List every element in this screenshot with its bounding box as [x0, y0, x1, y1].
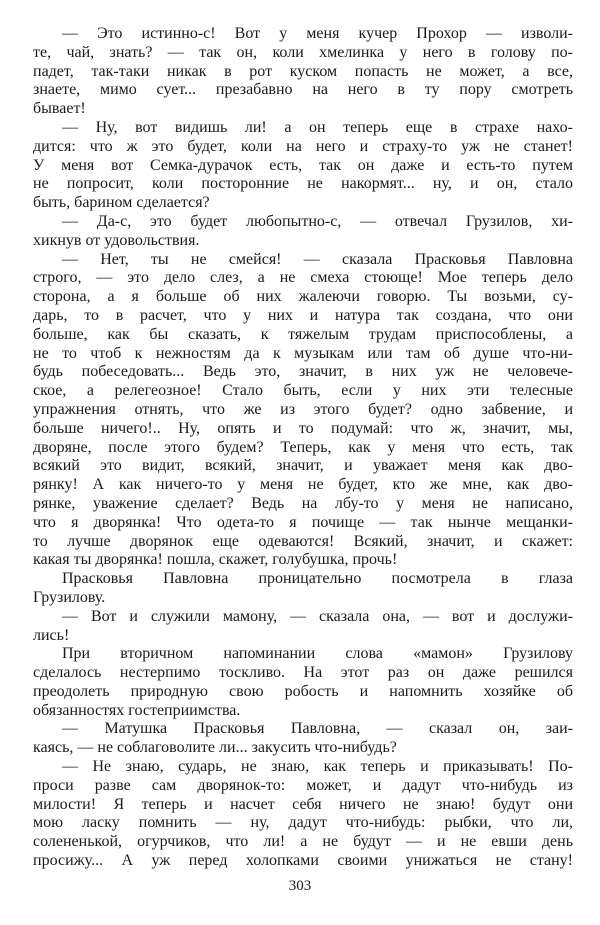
text-line: — Не знаю, сударь, не знаю, как теперь и приказывать! По- — [62, 758, 573, 776]
text-line: те, чай, знать? — так он, коли хмелинка у него в голову по- — [33, 43, 573, 61]
text-line: — Матушка Прасковья Павловна, — сказал он, заи- — [62, 720, 573, 738]
text-line: преодолеть природную свою робость и напомнить хозяйке об — [33, 682, 573, 700]
text-line: У меня вот Семка-дурачок есть, так он даже и есть-то путем — [33, 156, 573, 174]
text-line: строго, — это дело слез, а не смеха стоюще! Мое теперь дело — [33, 269, 573, 287]
text-line: знаете, мимо сует... презабавно на него в ту пору смотреть — [33, 81, 573, 99]
text-line: сделалось нестерпимо тоскливо. На этот раз он даже решился — [33, 664, 573, 682]
text-line: быть, барином сделается? — [33, 194, 210, 212]
text-line: Прасковья Павловна проницательно посмотрела в глаза — [62, 570, 573, 588]
text-line: дарь, то в расчет, что у них и натура так создана, что они — [33, 306, 573, 324]
text-line: бывает! — [33, 100, 86, 118]
page-body-text — [33, 25, 573, 871]
text-line: — Ну, вот видишь ли! а он теперь еще в страхе нахо- — [62, 118, 573, 136]
text-line: сторона, а я больше об них жалеючи говорю. Ты возьми, су- — [33, 288, 573, 306]
text-line: солененькой, огурчиков, что ли! а не будут — и не евши день — [33, 833, 573, 851]
text-line: проси разве сам дворянок-то: может, и дадут что-нибудь из — [33, 776, 573, 794]
text-line: больше, как бы сказать, к тяжелым трудам приспособлены, а — [33, 325, 573, 343]
text-line: упражнения отнять, что же из этого будет? одно забвение, и — [33, 400, 573, 418]
text-line: что я дворянка! Что одета-то я почище — так нынче мещанки- — [33, 513, 573, 531]
text-line: рянке, уважение сделает? Ведь на лбу-то у меня не написано, — [33, 494, 573, 512]
text-line: рянку! А как ничего-то у меня не будет, кто же мне, как дво- — [33, 476, 573, 494]
text-line: лись! — [33, 626, 70, 644]
text-line: дится: что ж это будет, коли на него и страху-то уж не станет! — [33, 137, 573, 155]
page-number: 303 — [288, 878, 312, 894]
text-line: милости! Я теперь и насчет себя ничего не знаю! будут они — [33, 795, 573, 813]
text-line: — Да-с, это будет любопытно-с, — отвечал Грузилов, хи- — [62, 212, 573, 230]
text-line: обязанностях гостеприимства. — [33, 701, 241, 719]
text-line: — Это истинно-с! Вот у меня кучер Прохор — изволи- — [62, 25, 573, 42]
text-line: просижу... А уж перед холопками своими унижаться не стану! — [33, 852, 573, 870]
text-line: При вторичном напоминании слова «мамон» Грузилову — [62, 645, 573, 663]
text-line: падет, так-таки никак в рот куском попасть не может, а все, — [33, 62, 573, 80]
text-line: не попросит, коли посторонние не накормят... ну, и он, стало — [33, 175, 573, 193]
text-line: то лучше дворянок еще одеваются! Всякий, значит, и скажет: — [33, 532, 573, 550]
text-line: — Нет, ты не смейся! — сказала Прасковья Павловна — [62, 250, 573, 268]
text-line: будь побеседовать... Ведь это, значит, в них уж не человече- — [33, 363, 573, 381]
text-line: больше ничего!.. Ну, опять и то подумай: что ж, значит, мы, — [33, 419, 573, 437]
text-line: какая ты дворянка! пошла, скажет, голубушка, прочь! — [33, 551, 398, 569]
text-line: ское, а релегеозное! Стало быть, если у них эти телесные — [33, 382, 573, 400]
text-line: Грузилову. — [33, 588, 106, 606]
text-line: дворяне, после этого будем? Теперь, как у меня что есть, так — [33, 438, 573, 456]
text-line: не то чтоб к нежностям да к музыкам или там об душе что-ни- — [33, 344, 573, 362]
text-line: хикнув от удовольствия. — [33, 231, 200, 249]
text-line: — Вот и служили мамону, — сказала она, — вот и дослужи- — [62, 607, 573, 625]
text-line: каясь, — не соблаговолите ли... закусить что-нибудь? — [33, 739, 397, 757]
text-line: всякий это видит, всякий, значит, и уважает меня как дво- — [33, 457, 573, 475]
text-line: мою ласку помнить — ну, дадут что-нибудь: рыбки, что ли, — [33, 814, 573, 832]
